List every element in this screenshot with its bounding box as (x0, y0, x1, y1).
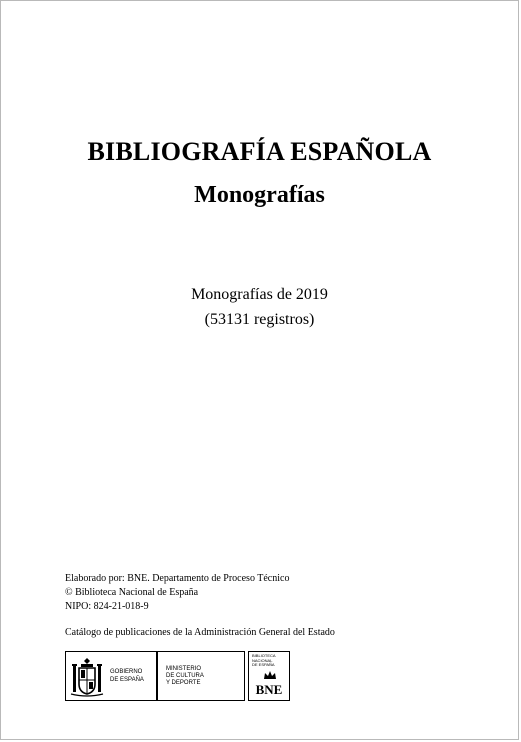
coverage-text: Monografías de 2019 (191, 286, 328, 303)
elaborated-by: Elaborado por: BNE. Departamento de Proceso Técnico (65, 573, 290, 584)
gobierno-text (110, 668, 144, 684)
bne-logo (248, 651, 290, 701)
ministerio-logo (157, 651, 245, 701)
credits-block (65, 572, 289, 614)
ministerio-line2: DE CULTURA (166, 673, 204, 679)
bne-small-line3: DE ESPAÑA (252, 662, 275, 667)
gobierno-line1: GOBIERNO (110, 669, 143, 675)
ministerio-line3: Y DEPORTE (166, 680, 201, 686)
document-title: BIBLIOGRAFÍA ESPAÑOLA (87, 137, 432, 166)
gobierno-logo (65, 651, 157, 701)
records-count: (53131 registros) (204, 311, 315, 328)
bne-small-line1: BIBLIOTECA (252, 653, 276, 658)
document-subtitle: Monografías (194, 182, 325, 208)
ministerio-text (166, 666, 204, 687)
gobierno-line2: DE ESPAÑA (110, 677, 144, 683)
copyright-line: © Biblioteca Nacional de España (65, 587, 199, 598)
catalog-note: Catálogo de publicaciones de la Administración General del Estado (65, 627, 335, 638)
bne-small-text (252, 654, 288, 668)
ministerio-line1: MINISTERIO (166, 666, 202, 672)
bne-small-line2: NACIONAL (252, 657, 273, 663)
nipo-line: NIPO: 824-21-018-9 (65, 601, 149, 612)
bne-acronym: BNE (255, 682, 283, 697)
crown-icon (263, 670, 277, 680)
coat-of-arms-icon (70, 656, 104, 698)
